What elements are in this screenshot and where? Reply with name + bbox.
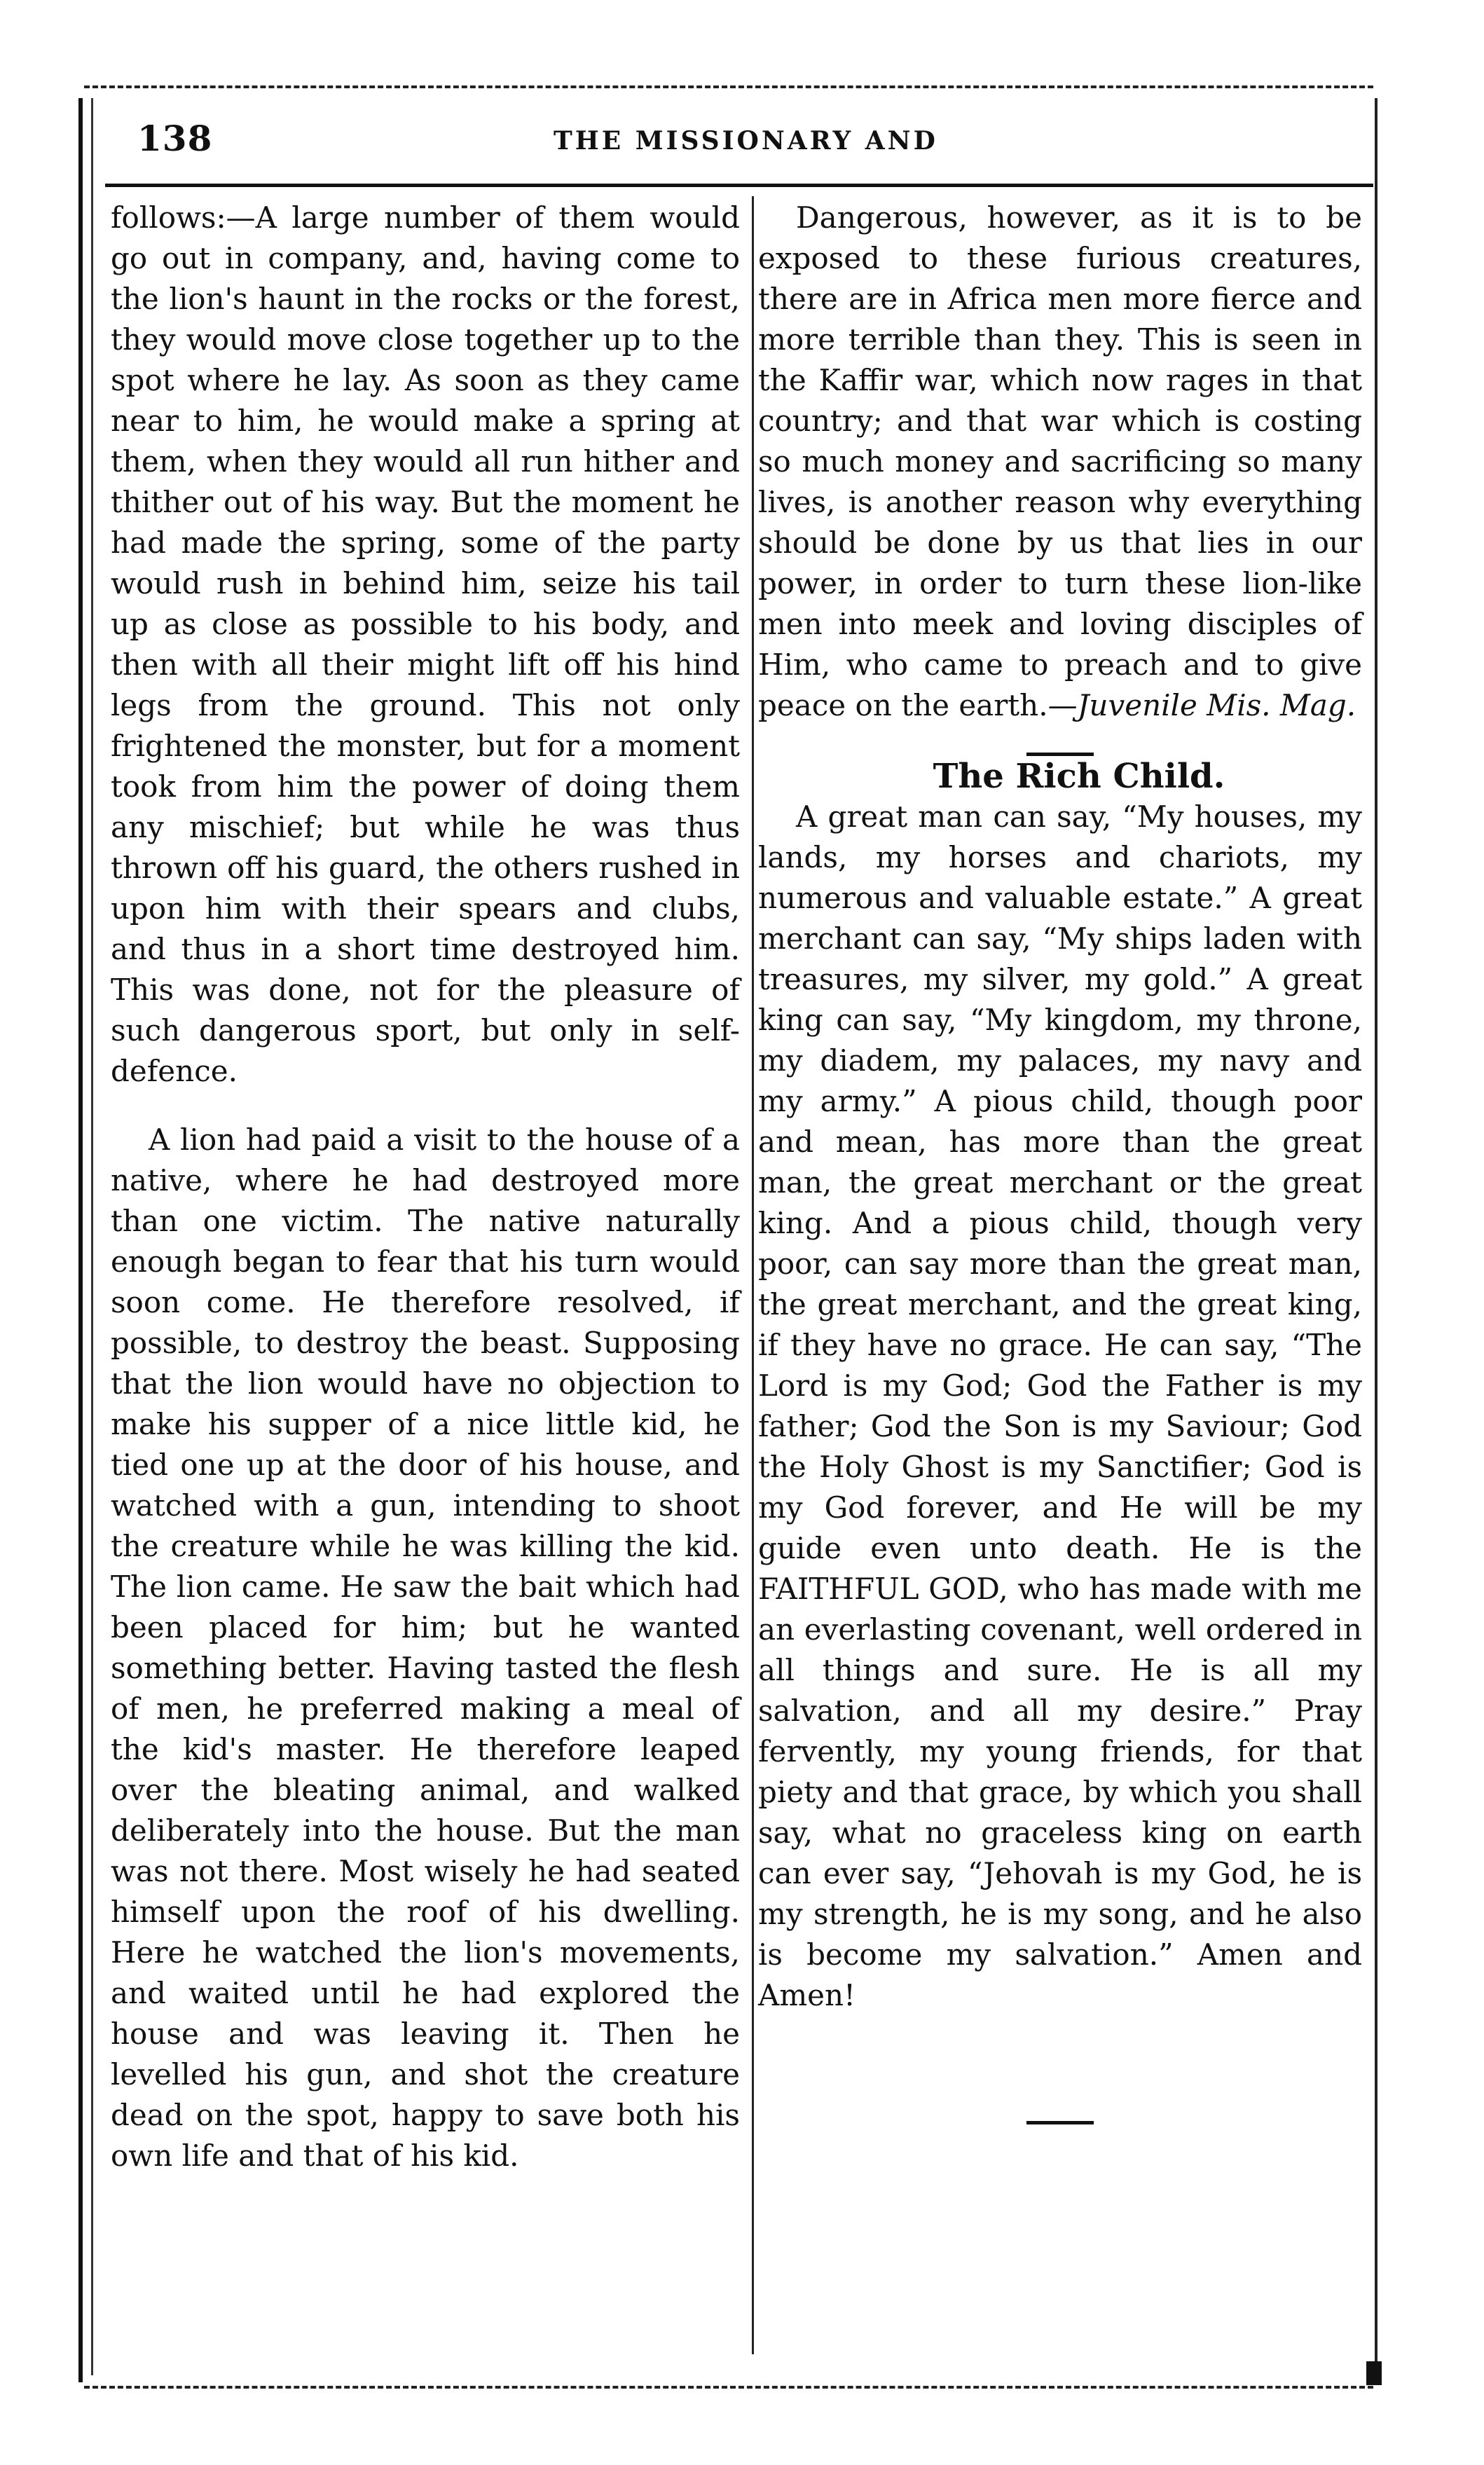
left-column <box>111 198 740 2176</box>
right-paragraph-2: A great man can say, “My houses, my lands, my horses and chariots, my numerous and valuable estate.” A great merchant can say, “My ships laden with treasures, my silver, my gold.” A great king can say, “My kingdom, my throne, my diadem, my palaces, my navy and my army.” A pious child, though poor and mean, has more than the great man, the great merchant or the great king. And a pious child, though very poor, can say more than the great man, the great merchant, and the great king, if they have no grace. He can say, “The Lord is my God; God the Father is my father; God the Son is my Saviour; God the Holy Ghost is my Sanctifier; God is my God forever, and He will be my guide even unto death. He is the FAITHFUL GOD, who has made with me an everlasting covenant, well ordered in all things and sure. He is all my salvation, and all my desire.” Pray fervently, my young friends, for that piety and that grace, by which you shall say, what no graceless king on earth can ever say, “Jehovah is my God, he is my strength, he is my song, and he also is become my salvation.” Amen and Amen! <box>758 799 1362 2012</box>
left-paragraph-2: A lion had paid a visit to the house of a native, where he had destroyed more than one victim. The native naturally enough began to fear that his turn would soon come. He therefore resolved, if possible, to destroy the beast. Supposing that the lion would have no objection to make his supper of a nice little kid, he tied one up at the door of his house, and watched with a gun, intending to shoot the creature while he was killing the kid. The lion came. He saw the bait which had been placed for him; but he wanted something better. Having tasted the flesh of men, he preferred making a meal of the kid's master. He therefore leaped over the bleating animal, and walked deliberately into the house. But the man was not there. Most wisely he had seated himself upon the roof of his dwelling. Here he watched the lion's movements, and waited until he had explored the house and was leaving it. Then he levelled his gun, and shot the creature dead on the spot, happy to save both his own life and that of his kid. <box>111 1122 740 2173</box>
right-paragraph-1-text: Dangerous, however, as it is to be exposed to these furious creatures, there are in Africa men more fierce and more terrible than they. This is seen in the Kaffir war, which now rages in that country; and that war which is costing so much money and sacrificing so many lives, is another reason why everything should be done by us that lies in our power, in order to turn these lion-like men into meek and loving disciples of Him, who came to preach and to give peace on the earth. <box>758 200 1362 722</box>
column-divider <box>752 196 754 2354</box>
corner-ink-mark <box>1366 2361 1382 2385</box>
top-border-rule <box>84 85 1373 88</box>
section-title: The Rich Child. <box>933 757 1225 796</box>
right-border-rule <box>1375 98 1377 2375</box>
right-column <box>758 198 1362 2124</box>
left-border-rule <box>78 98 83 2382</box>
running-head: THE MISSIONARY AND <box>554 126 938 156</box>
header-rule <box>105 184 1373 187</box>
left-paragraph-1: follows:—A large number of them would go out in company, and, having come to the lion's haunt in the rocks or the forest, they would move close together up to the spot where he lay. As soon as they came near to him, he would make a spring at them, when they would all run hither and thither out of his way. But the moment he had made the spring, some of the party would rush in behind him, seize his tail up as close as possible to his body, and then with all their might lift off his hind legs from the ground. This not only frightened the monster, but for a moment took from him the power of doing them any mischief; but while he was thus thrown off his guard, the others rushed in upon him with their spears and clubs, and thus in a short time destroyed him. This was done, not for the pleasure of such dangerous sport, but only in self-defence. <box>111 200 740 1088</box>
article-attribution: —Juvenile Mis. Mag. <box>1047 688 1356 722</box>
bottom-border-rule <box>84 2386 1373 2389</box>
right-paragraph-1 <box>758 198 1362 726</box>
closing-rule <box>1026 2121 1094 2124</box>
left-inner-border-rule <box>91 98 93 2375</box>
page-number: 138 <box>137 118 213 159</box>
